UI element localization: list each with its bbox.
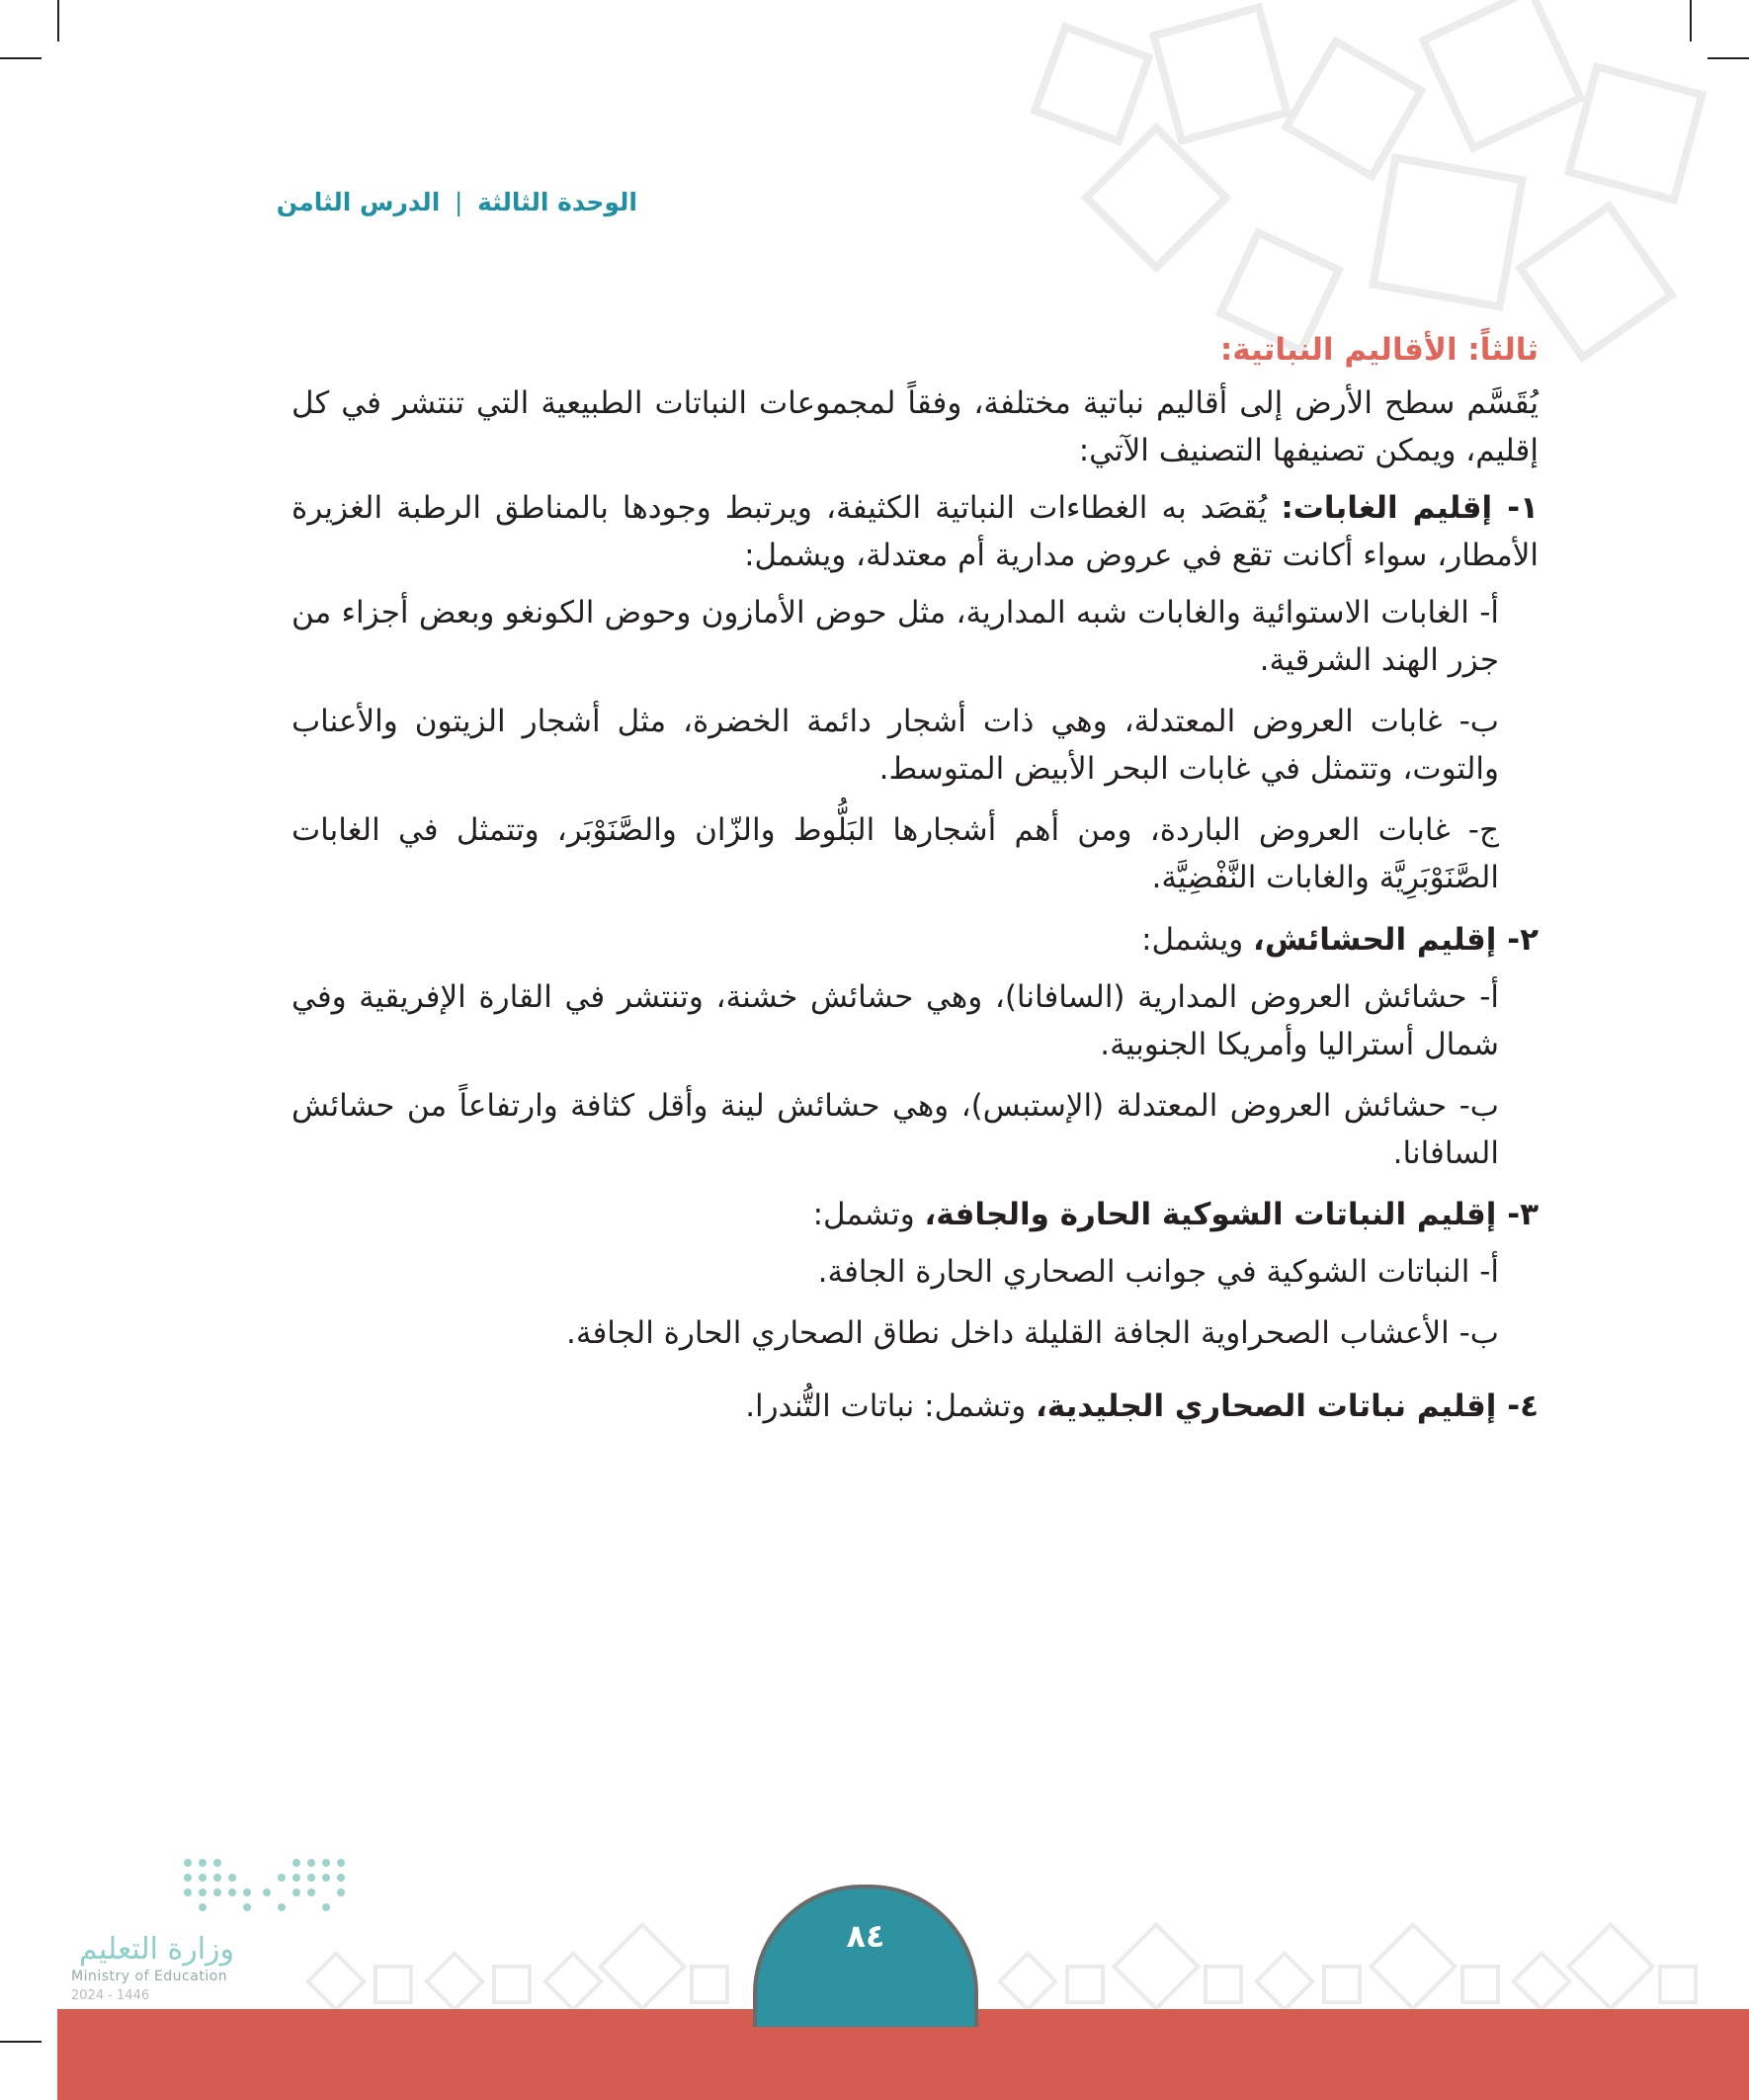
section-title: ثالثاً: الأقاليم النباتية: — [1219, 332, 1539, 368]
region-title: ٣- إقليم النباتات الشوكية الحارة والجافة، — [924, 1196, 1539, 1232]
region-text: وتشمل: — [812, 1196, 925, 1232]
ministry-logo-english: Ministry of Education — [71, 1969, 228, 1984]
crop-mark — [0, 2041, 42, 2043]
unit-label: الوحدة الثالثة — [477, 188, 637, 216]
crop-mark — [1690, 0, 1692, 42]
intro-paragraph: يُقَسَّم سطح الأرض إلى أقاليم نباتية مختلفة، وفقاً لمجموعات النباتات الطبيعية التي تنتشر في كل إقليم، ويمكن تصنيفها التصنيف الآتي: — [292, 385, 1539, 469]
list-item: أ- النباتات الشوكية في جوانب الصحاري الحارة الجافة. — [817, 1253, 1499, 1290]
region-thorny-plants — [292, 1191, 1539, 1357]
region-text: وتشمل: نباتات التُّندرا. — [745, 1387, 1037, 1424]
running-header — [277, 188, 637, 216]
page-number: ٨٤ — [846, 1917, 885, 1955]
region-title: ٤- إقليم نباتات الصحاري الجليدية، — [1036, 1387, 1539, 1424]
region-title: ٢- إقليم الحشائش، — [1253, 921, 1539, 958]
list-item: ب- غابات العروض المعتدلة، وهي ذات أشجار دائمة الخضرة، مثل أشجار الزيتون والأعناب والتوت، وتتمثل في غابات البحر الأبيض المتوسط. — [292, 704, 1499, 788]
region-ice-deserts — [292, 1383, 1539, 1430]
lesson-label: الدرس الثامن — [276, 188, 441, 216]
list-item: ج- غابات العروض الباردة، ومن أهم أشجارها البَلُّوط والزّان والصَّنَوْبَر، وتتمثل في الغابات الصَّنَوْبَرِيَّة والغابات النَّفْضِيَّة. — [292, 812, 1499, 896]
page-number-badge — [753, 1885, 978, 2027]
region-forests — [292, 484, 1539, 901]
list-item: أ- الغابات الاستوائية والغابات شبه المدارية، مثل حوض الأمازون وحوض الكونغو وبعض أجزاء من جزر الهند الشرقية. — [292, 595, 1499, 679]
crop-mark — [1707, 57, 1749, 59]
region-grasslands — [292, 916, 1539, 1177]
region-text: يُقصَد به الغطاءات النباتية الكثيفة، ويرتبط وجودها بالمناطق الرطبة الغزيرة الأمطار، سواء أكانت تقع في عروض مدارية أم معتدلة، ويشمل: — [292, 490, 1539, 574]
ministry-logo-arabic: وزارة التعليم — [79, 1932, 235, 1967]
list-item: ب- حشائش العروض المعتدلة (الإستبس)، وهي حشائش لينة وأقل كثافة وارتفاعاً من حشائش السافانا. — [292, 1087, 1499, 1171]
main-content — [292, 326, 1539, 1440]
crop-mark — [57, 0, 59, 42]
region-title: ١- إقليم الغابات: — [1281, 490, 1539, 527]
ministry-logo-year: 2024 - 1446 — [71, 1988, 150, 2003]
list-item: ب- الأعشاب الصحراوية الجافة القليلة داخل نطاق الصحاري الحارة الجافة. — [566, 1314, 1499, 1351]
region-text: ويشمل: — [1141, 921, 1254, 958]
list-item: أ- حشائش العروض المدارية (السافانا)، وهي حشائش خشنة، وتنتشر في القارة الإفريقية وفي شمال أستراليا وأمريكا الجنوبية. — [292, 978, 1499, 1062]
header-separator: | — [454, 188, 463, 216]
crop-mark — [0, 57, 42, 59]
